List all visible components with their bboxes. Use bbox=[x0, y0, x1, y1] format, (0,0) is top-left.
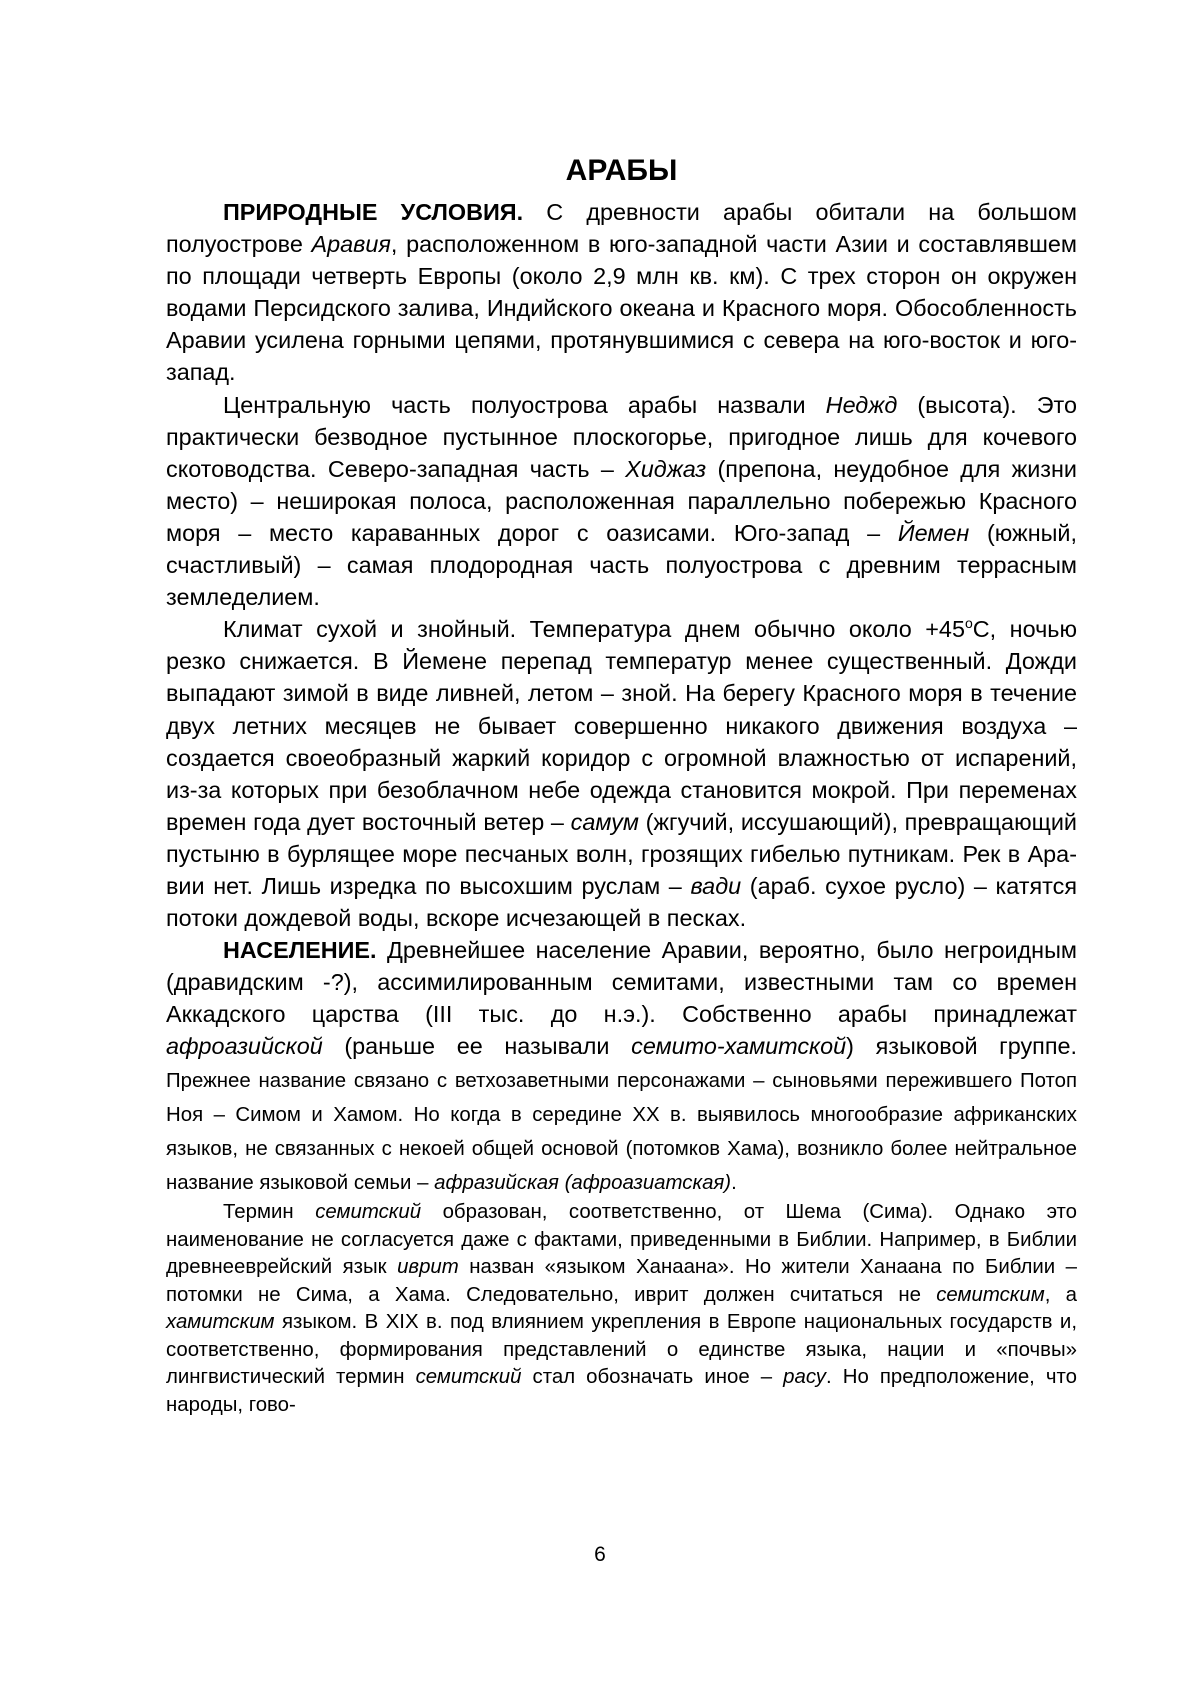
paragraph bbox=[166, 196, 1077, 389]
italic-term: самум bbox=[570, 808, 639, 835]
page-title: АРАБЫ bbox=[565, 154, 678, 187]
paragraph bbox=[166, 1199, 1077, 1420]
text-run: (раньше ее называли bbox=[322, 1033, 632, 1060]
text-run: о bbox=[964, 615, 973, 632]
text-run: , расположенном в юго-западной части Азии и составлявшем по площади четверть Европы (около 2,9 млн кв. км). С трех сторон он окружен водами Персидского залива, Индийского океана и Красного моря. Обособленность Аравии усилена горными цепями, протянувшимися с севера на юго-восток и юго-запад. bbox=[166, 231, 1078, 386]
text-run: . Но предположение, что народы, гово- bbox=[166, 1366, 1077, 1417]
body-text bbox=[166, 196, 1077, 1420]
page-content bbox=[166, 142, 1077, 1420]
italic-term: семитский bbox=[315, 1200, 422, 1223]
italic-term: Хиджаз bbox=[625, 455, 707, 482]
paragraph-heading: ПРИРОДНЫЕ УСЛОВИЯ. bbox=[223, 199, 524, 225]
paragraph bbox=[166, 613, 1077, 934]
italic-term: Неджд bbox=[825, 391, 898, 418]
text-run: (южный, счастливый) – самая плодородная часть полуострова с древним террасным земледелием. bbox=[166, 519, 1077, 611]
italic-term: хамитским bbox=[166, 1311, 275, 1334]
text-run: ) языковой группе. bbox=[846, 1033, 1077, 1060]
text-run: Термин bbox=[223, 1200, 316, 1223]
text-run: стал обозначать иное – bbox=[521, 1366, 784, 1389]
italic-term: вади bbox=[690, 872, 742, 899]
text-run: назван «языком Ханаана». Но жители Ханаана по Библии – потомки не Сима, а Хама. Следовательно, иврит должен считаться не bbox=[166, 1256, 1077, 1306]
text-run: С, ночью резко снижается. В Йемене перепад температур менее существенный. Дожди выпадают зимой в виде ливней, летом – зной. На берегу Красного моря в течение двух летних месяцев не бывает совершенно никакого движения воздуха – создается своеобразный жаркий коридор с огромной влажностью от испарений, из-за которых при безоблачном небе одежда становится мокрой. При переменах времен года дует восточный ветер – bbox=[166, 616, 1078, 835]
text-run: С древности арабы обитали на большом полуострове bbox=[166, 199, 1077, 258]
page-number: 6 bbox=[594, 1543, 606, 1566]
text-run: (жгучий, иссушающий), превращающий пустыню в бурлящее море песчаных волн, грозящих гибелью путникам. Рек в Аравии нет. Лишь изредка по высохшим руслам – bbox=[166, 808, 1077, 899]
text-run: образован, соответственно, от Шема (Сима). Однако это наименование не согласуется даже с фактами, приведенными в Библии. Например, в Библии древнееврейский язык bbox=[166, 1200, 1078, 1279]
text-run: языком. В XIX в. под влиянием укрепления в Европе национальных государств и, соответственно, формирования представлений о единстве языка, нации и «почвы» лингвистический термин bbox=[166, 1311, 1077, 1389]
text-run: Центральную часть полуострова арабы назвали bbox=[223, 391, 826, 418]
italic-term: иврит bbox=[397, 1256, 459, 1279]
text-run: , а bbox=[1044, 1283, 1078, 1306]
italic-term: семитским bbox=[936, 1283, 1045, 1306]
italic-term: афразийская (афроазиатская) bbox=[434, 1171, 732, 1194]
text-run: (препона, неудобное для жизни место) – неширокая полоса, расположенная параллельно побережью Красного моря – место караванных дорог с оазисами. Юго-запад – bbox=[166, 455, 1077, 546]
paragraph bbox=[166, 934, 1077, 1199]
text-run: (высота). Это практически безводное пустынное плоскогорье, пригодное лишь для кочевого скотоводства. Северо-западная часть – bbox=[166, 391, 1077, 482]
text-run: Климат сухой и знойный. Температура днем обычно около +45 bbox=[223, 616, 965, 643]
text-run: Прежнее название связано с ветхозаветными персонажами – сыновьями пережившего Потоп Ноя – Симом и Хамом. Но когда в середине XX в. выявилось многообразие африканских языков, не связанных с некоей общей основой (потомков Хама), возникло более нейтральное название языковой семьи – bbox=[166, 1069, 1077, 1194]
text-run: . bbox=[731, 1171, 737, 1194]
italic-term: расу bbox=[783, 1366, 826, 1389]
italic-term: Йемен bbox=[897, 519, 970, 546]
text-run: (араб. сухое русло) – катятся потоки дождевой воды, вскоре исчезающей в песках. bbox=[166, 872, 1077, 932]
text-run: Древнейшее население Аравии, вероятно, было негроидным (дравидским -?), ассимилированным семитами, известными там со времен Аккадского царства (III тыс. до н.э.). Собственно арабы принадлежат bbox=[166, 937, 1077, 1028]
italic-term: семитский bbox=[415, 1366, 522, 1389]
italic-term: афроазийской bbox=[166, 1033, 323, 1060]
paragraph-heading: НАСЕЛЕНИЕ. bbox=[223, 937, 377, 964]
paragraph bbox=[166, 389, 1077, 614]
italic-term: семито-хамитской bbox=[631, 1033, 847, 1060]
italic-term: Аравия bbox=[311, 231, 391, 258]
